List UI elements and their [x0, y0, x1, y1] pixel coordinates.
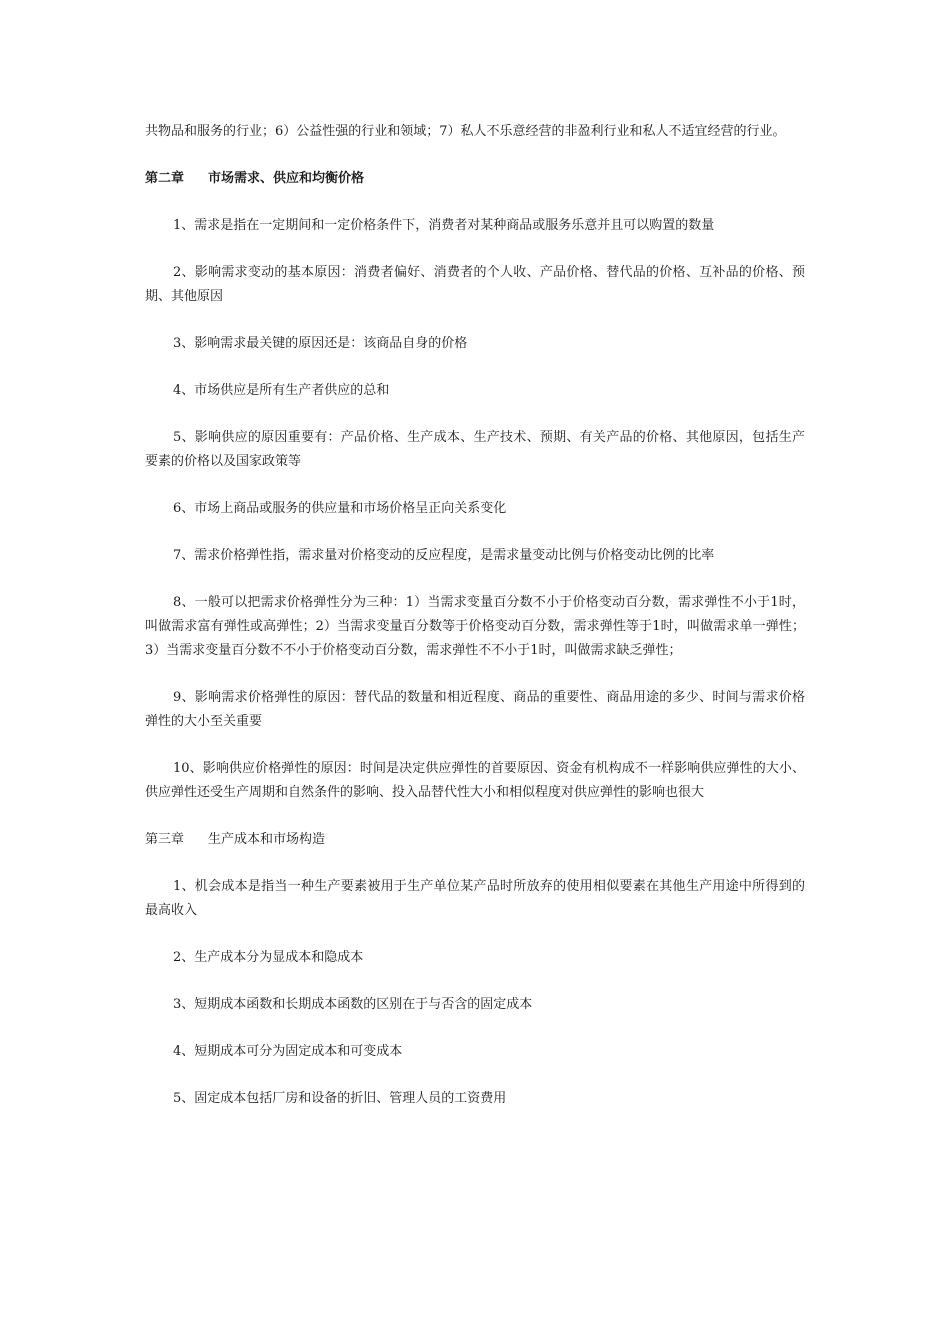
- chapter-2-title: 市场需求、供应和均衡价格: [208, 171, 365, 186]
- chapter-3-item-2: 2、生产成本分为显成本和隐成本: [173, 950, 364, 965]
- chapter-2-item-9: 9、影响需求价格弹性的原因：替代品的数量和相近程度、商品的重要性、商品用途的多少、时间与需求价格弹性的大小至关重要: [145, 690, 805, 729]
- chapter-2-heading: [145, 167, 805, 191]
- chapter-2-item-7: 7、需求价格弹性指，需求量对价格变动的反应程度，是需求量变动比例与价格变动比例的比率: [173, 548, 715, 563]
- chapter-3-number: 第三章: [145, 832, 185, 847]
- chapter-2-item-8: 8、一般可以把需求价格弹性分为三种：1）当需求变量百分数不小于价格变动百分数，需求弹性不小于1时，叫做需求富有弹性或高弹性；2）当需求变量百分数等于价格变动百分数，需求弹性等于1时，叫做需求单一弹性；3）当需求变量百分数不不小于价格变动百分数，需求弹性不不小于1时，叫做需求缺乏弹性；: [145, 595, 805, 658]
- chapter-2-item-2: 2、影响需求变动的基本原因：消费者偏好、消费者的个人收、产品价格、替代品的价格、互补品的价格、预期、其他原因: [145, 265, 805, 304]
- chapter-2-item-1: 1、需求是指在一定期间和一定价格条件下，消费者对某种商品或服务乐意并且可以购置的数量: [173, 218, 715, 233]
- document-page: [145, 120, 805, 1134]
- intro-paragraph: 共物品和服务的行业；6）公益性强的行业和领域；7）私人不乐意经营的非盈利行业和私人不适宜经营的行业。: [145, 124, 786, 139]
- chapter-2-item-6: 6、市场上商品或服务的供应量和市场价格呈正向关系变化: [173, 501, 507, 516]
- chapter-2-item-10: 10、影响供应价格弹性的原因：时间是决定供应弹性的首要原因、资金有机构成不一样影响供应弹性的大小、供应弹性还受生产周期和自然条件的影响、投入品替代性大小和相似程度对供应弹性的影响也很大: [145, 761, 805, 800]
- chapter-3-title: 生产成本和市场构造: [208, 832, 326, 847]
- chapter-3-item-1: 1、机会成本是指当一种生产要素被用于生产单位某产品时所放弃的使用相似要素在其他生产用途中所得到的最高收入: [145, 879, 805, 918]
- chapter-3-heading: [145, 828, 805, 852]
- chapter-2-item-4: 4、市场供应是所有生产者供应的总和: [173, 383, 390, 398]
- chapter-2-item-5: 5、影响供应的原因重要有：产品价格、生产成本、生产技术、预期、有关产品的价格、其他原因，包括生产要素的价格以及国家政策等: [145, 430, 805, 469]
- chapter-3-item-5: 5、固定成本包括厂房和设备的折旧、管理人员的工资费用: [173, 1091, 507, 1106]
- chapter-3-item-3: 3、短期成本函数和长期成本函数的区别在于与否含的固定成本: [173, 997, 533, 1012]
- chapter-2-number: 第二章: [145, 171, 185, 186]
- chapter-2-item-3: 3、影响需求最关键的原因还是：该商品自身的价格: [173, 336, 468, 351]
- chapter-3-item-4: 4、短期成本可分为固定成本和可变成本: [173, 1044, 403, 1059]
